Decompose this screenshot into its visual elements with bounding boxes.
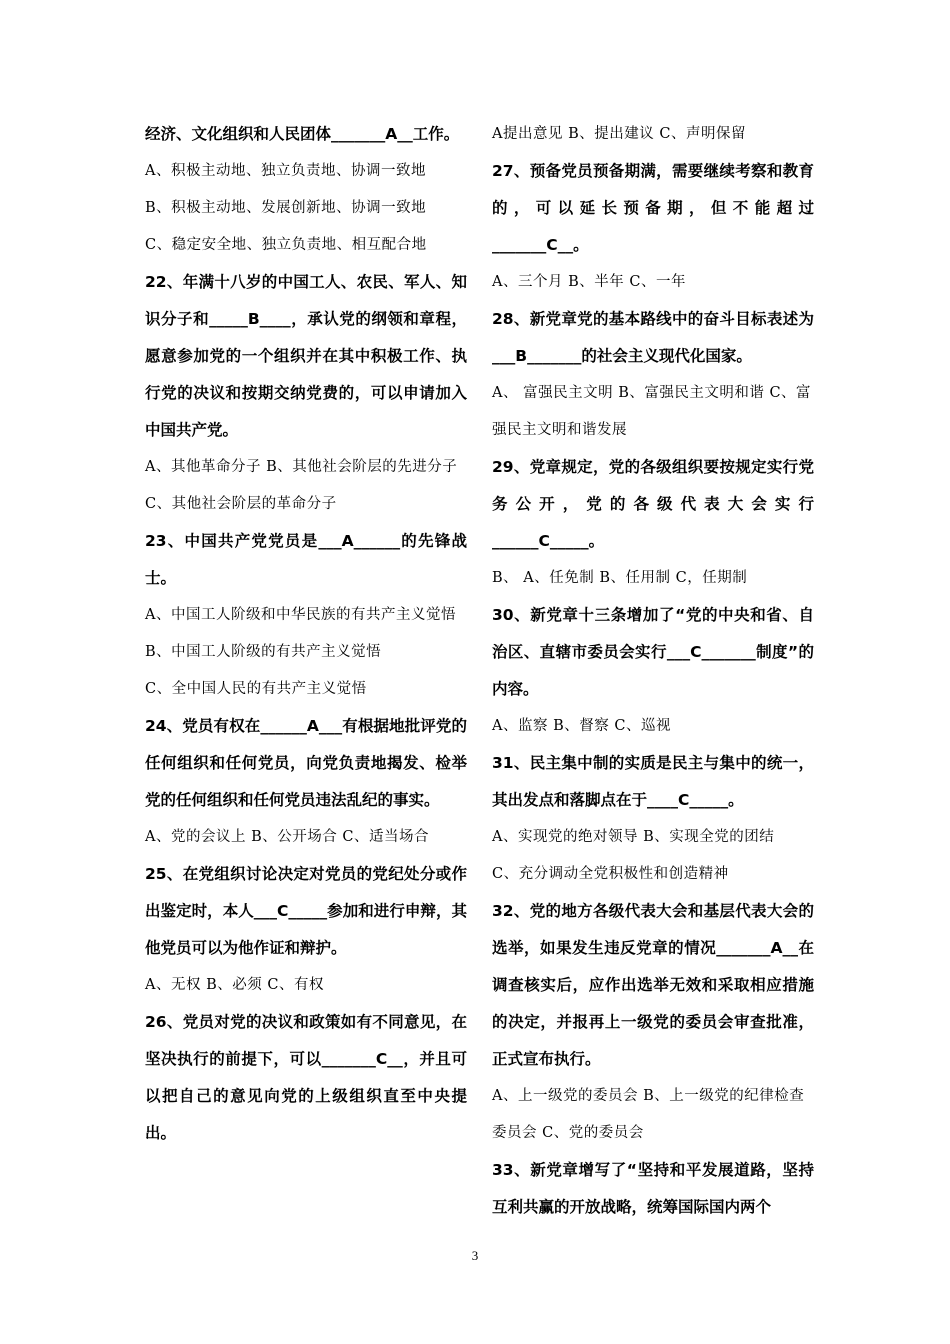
- answer-options: A、积极主动地、独立负责地、协调一致地: [145, 163, 426, 179]
- question-text: 27、预备党员预备期满，需要继续考察和教育的，可以延长预备期，但不能超过_______C__。: [492, 162, 814, 254]
- question-text: 23、中国共产党党员是___A______的先锋战士。: [145, 532, 467, 587]
- right-column: [492, 116, 814, 1226]
- page-number: 3: [471, 1248, 479, 1263]
- question-text: 29、党章规定，党的各级组织要按规定实行党务公开，党的各级代表大会实行______C_____。: [492, 458, 814, 550]
- question-text: 32、党的地方各级代表大会和基层代表大会的选举，如果发生违反党章的情况_______A__在调查核实后，应作出选举无效和采取相应措施的决定，并报再上一级党的委员会审查批准，正式宣布执行。: [492, 902, 814, 1068]
- answer-options: C、充分调动全党积极性和创造精神: [492, 866, 729, 882]
- question-text: 28、新党章党的基本路线中的奋斗目标表述为___B_______的社会主义现代化国家。: [492, 310, 814, 365]
- answer-options: A、中国工人阶级和中华民族的有共产主义觉悟 B、中国工人阶级的有共产主义觉悟: [145, 607, 456, 660]
- answer-options: C、全中国人民的有共产主义觉悟: [145, 681, 367, 697]
- question-text: 22、年满十八岁的中国工人、农民、军人、知识分子和_____B____，承认党的纲领和章程，愿意参加党的一个组织并在其中积极工作、执行党的决议和按期交纳党费的，可以申请加入中国共产党。: [145, 273, 467, 439]
- question-text: 25、在党组织讨论决定对党员的党纪处分或作出鉴定时，本人___C_____参加和进行申辩，其他党员可以为他作证和辩护。: [145, 865, 467, 957]
- question-text: 33、新党章增写了“坚持和平发展道路，坚持互利共赢的开放战略，统筹国际国内两个: [492, 1161, 814, 1216]
- question-text: 24、党员有权在______A___有根据地批评党的任何组织和任何党员，向党负责地揭发、检举党的任何组织和任何党员违法乱纪的事实。: [145, 717, 467, 809]
- answer-options: B、积极主动地、发展创新地、协调一致地: [145, 200, 427, 216]
- answer-options: A、三个月 B、半年 C、一年: [492, 274, 686, 290]
- question-text: 26、党员对党的决议和政策如有不同意见，在坚决执行的前提下，可以_______C__，并且可以把自己的意见向党的上级组织直至中央提出。: [145, 1013, 467, 1142]
- answer-options: A、上一级党的委员会 B、上一级党的纪律检查委员会 C、党的委员会: [492, 1088, 805, 1141]
- question-text: 30、新党章十三条增加了“党的中央和省、自治区、直辖市委员会实行___C_______制度”的内容。: [492, 606, 814, 698]
- question-text: 31、民主集中制的实质是民主与集中的统一，其出发点和落脚点在于____C_____。: [492, 754, 814, 809]
- answer-options: A、党的会议上 B、公开场合 C、适当场合: [145, 829, 429, 845]
- answer-options: A提出意见 B、提出建议 C、声明保留: [492, 126, 746, 142]
- answer-options: A、 富强民主文明 B、富强民主文明和谐 C、富强民主文明和谐发展: [492, 385, 812, 438]
- left-column: [145, 116, 467, 1152]
- answer-options: A、无权 B、必须 C、有权: [145, 977, 324, 993]
- answer-options: A、实现党的绝对领导 B、实现全党的团结: [492, 829, 775, 845]
- answer-options: A、其他革命分子 B、其他社会阶层的先进分子 C、其他社会阶层的革命分子: [145, 459, 458, 512]
- answer-options: C、稳定安全地、独立负责地、相互配合地: [145, 237, 427, 253]
- question-text: 经济、文化组织和人民团体_______A__工作。: [145, 125, 460, 143]
- answer-options: A、监察 B、督察 C、巡视: [492, 718, 671, 734]
- answer-options: B、 A、任免制 B、任用制 C，任期制: [492, 570, 748, 586]
